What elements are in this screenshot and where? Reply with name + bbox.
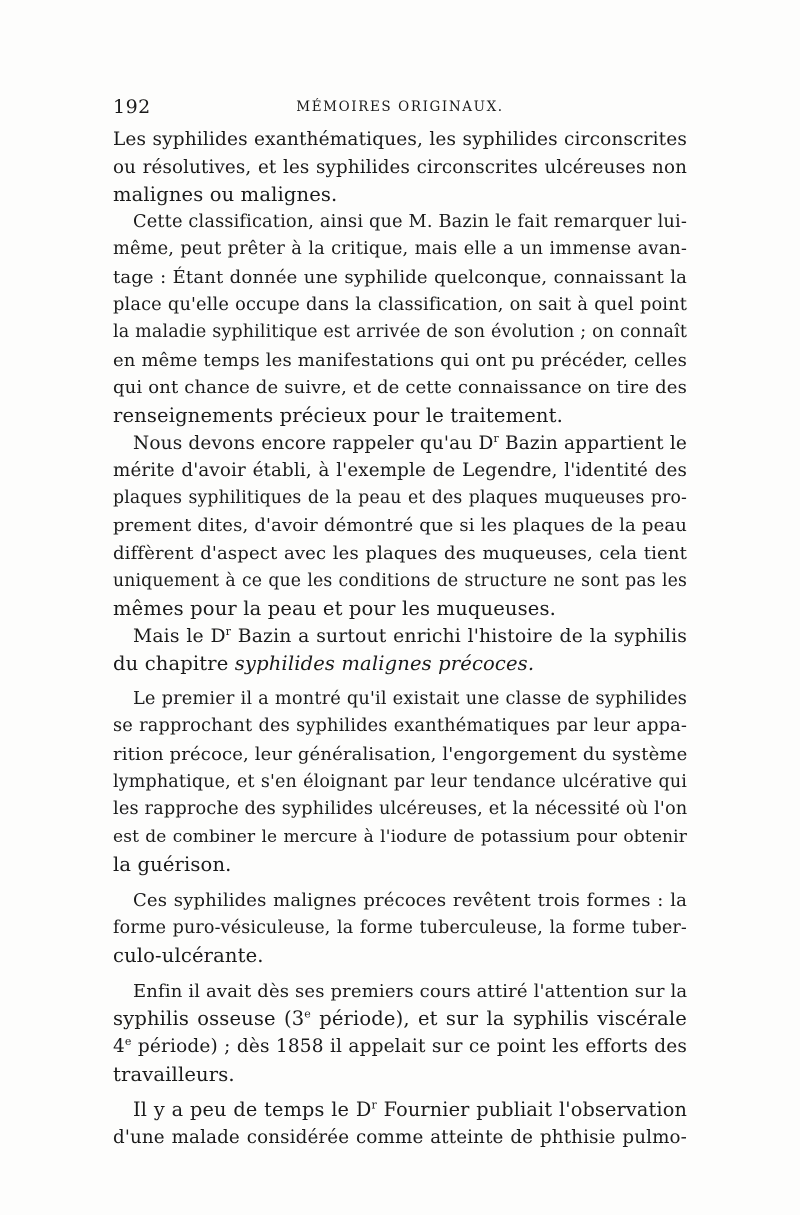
text-line: les rapproche des syphilides ulcéreuses, et la nécessité où l'on xyxy=(113,799,688,820)
text-line: syphilis osseuse (3e période), et sur la syphilis viscérale xyxy=(113,1007,687,1031)
text-line: rition précoce, leur généralisation, l'engorgement du système xyxy=(113,744,688,766)
text-line: diffèrent d'aspect avec les plaques des muqueuses, cela tient xyxy=(113,542,687,564)
text-line: forme puro-vésiculeuse, la forme tuberculeuse, la forme tuber- xyxy=(113,917,687,938)
text-line: est de combiner le mercure à l'iodure de potassium pour obtenir xyxy=(113,826,687,847)
text-line: tage : Étant donnée une syphilide quelconque, connaissant la xyxy=(113,266,687,288)
page-number: 192 xyxy=(113,96,151,118)
text-line: lymphatique, et s'en éloignant par leur tendance ulcérative qui xyxy=(113,771,687,792)
text-line: la maladie syphilitique est arrivée de son évolution ; on connaît xyxy=(113,322,687,343)
text-line: renseignements précieux pour le traitement. xyxy=(113,403,563,427)
text-line: plaques syphilitiques de la peau et des plaques muqueuses pro- xyxy=(113,487,687,508)
text-line: malignes ou malignes. xyxy=(113,183,338,207)
text-line: Le premier il a montré qu'il existait une classe de syphilides xyxy=(133,688,687,709)
text-line: mérite d'avoir établi, à l'exemple de Legendre, l'identité des xyxy=(113,460,687,482)
text-line: uniquement à ce que les conditions de structure ne sont pas les xyxy=(113,570,687,591)
text-line: la guérison. xyxy=(113,853,232,877)
text-line: 4e période) ; dès 1858 il appelait sur ce point les efforts des xyxy=(113,1034,687,1057)
text-line: Cette classification, ainsi que M. Bazin le fait remarquer lui- xyxy=(133,211,687,232)
text-line: mêmes pour la peau et pour les muqueuses. xyxy=(113,597,556,621)
text-line: Nous devons encore rappeler qu'au $D^r$ Bazin appartient le xyxy=(133,431,687,454)
running-title: MÉMOIRES ORIGINAUX. xyxy=(296,99,504,115)
text-line: d'une malade considérée comme atteinte de phthisie pulmo- xyxy=(113,1126,687,1148)
text-line: Mais le $D^r$ Bazin a surtout enrichi l'histoire de la syphilis xyxy=(133,624,687,647)
text-line: se rapprochant des syphilides exanthématiques par leur appa- xyxy=(113,716,687,737)
text-line: ou résolutives, et les syphilides circonscrites ulcéreuses non xyxy=(113,156,687,178)
italic-phrase: syphilides malignes précoces. xyxy=(234,652,535,676)
text-line: Ces syphilides malignes précoces revêtent trois formes : la xyxy=(133,890,687,912)
text-line: travailleurs. xyxy=(113,1062,235,1086)
text-line: Enfin il avait dès ses premiers cours attiré l'attention sur la xyxy=(133,980,688,1002)
text-line: prement dites, d'avoir démontré que si les plaques de la peau xyxy=(113,515,687,537)
text-line: place qu'elle occupe dans la classification, on sait à quel point xyxy=(113,294,687,315)
text-line: culo-ulcérante. xyxy=(113,944,264,968)
running-head xyxy=(113,96,687,122)
text-line: en même temps les manifestations qui ont pu précéder, celles xyxy=(113,349,687,371)
body-text xyxy=(113,126,687,1151)
text-line: Les syphilides exanthématiques, les syphilides circonscrites xyxy=(113,129,687,150)
text-line: du chapitre syphilides malignes précoces. xyxy=(113,652,535,676)
text-line: Il y a peu de temps le $D^r$ Fournier publiait l'observation xyxy=(133,1098,687,1122)
text-line: qui ont chance de suivre, et de cette connaissance on tire des xyxy=(113,377,687,399)
text-line: même, peut prêter à la critique, mais elle a un immense avan- xyxy=(113,239,687,260)
